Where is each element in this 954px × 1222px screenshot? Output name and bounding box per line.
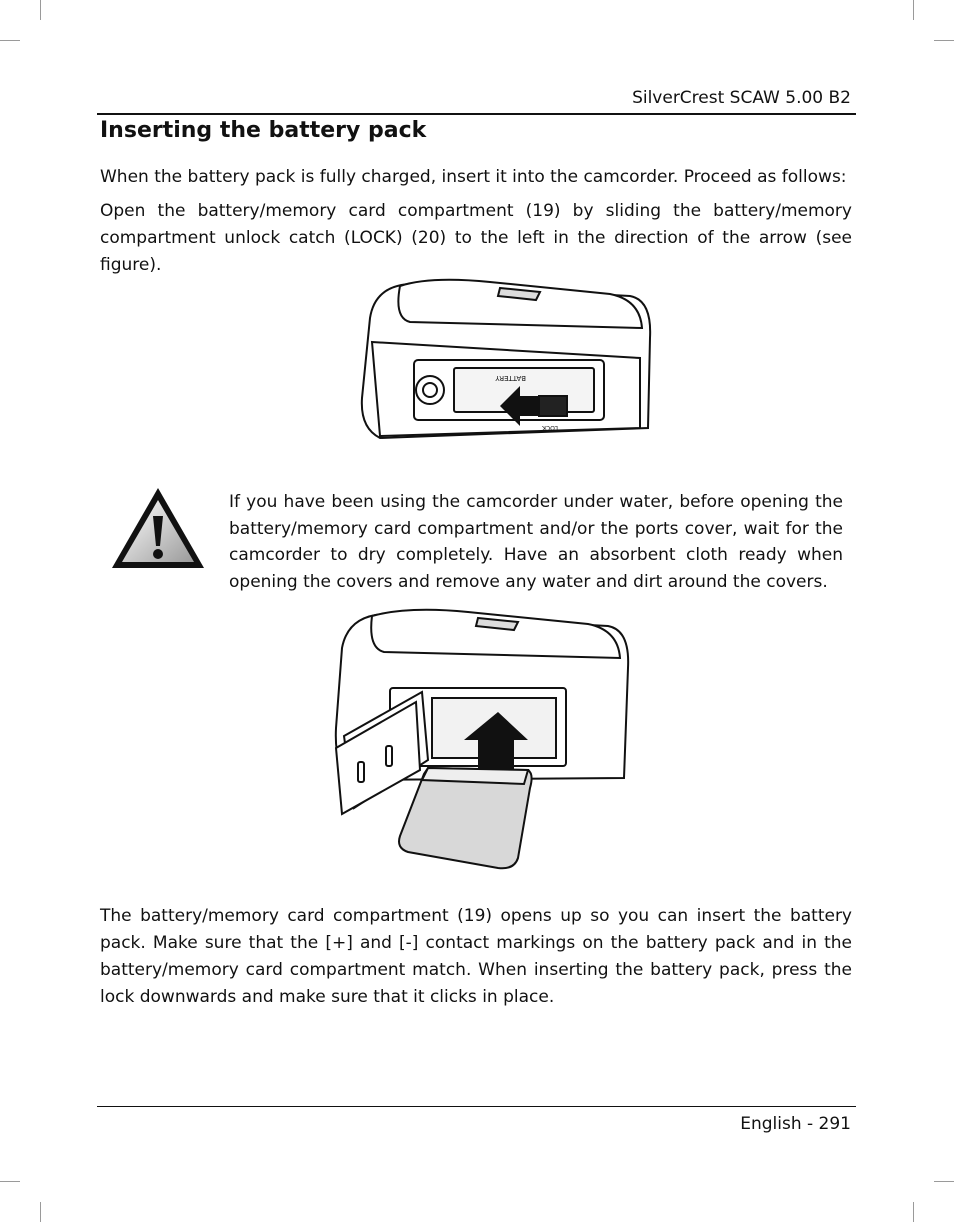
crop-mark bbox=[0, 40, 20, 41]
battery-label: BATTERY bbox=[495, 374, 526, 382]
page-number: English - 291 bbox=[740, 1114, 851, 1134]
crop-mark bbox=[40, 1202, 41, 1222]
paragraph-insert-battery: The battery/memory card compartment (19) opens up so you can insert the battery pack. Make sure that the [+] and [-] contact markings on the battery pack and in the battery/memory card compartment match. When inserting the battery pack, press the lock downwards and make sure that it clicks in place. bbox=[100, 906, 852, 1007]
page-header: SilverCrest SCAW 5.00 B2 bbox=[632, 88, 851, 108]
section-title: Inserting the battery pack bbox=[100, 118, 427, 143]
crop-mark bbox=[913, 0, 914, 20]
header-rule bbox=[97, 113, 856, 115]
paragraph-open-compartment: Open the battery/memory card compartment (19) by sliding the battery/memory compartment unlock catch (LOCK) (20) to the left in the direction of the arrow (see figure). bbox=[100, 201, 852, 275]
battery-insertion-figure bbox=[328, 608, 638, 870]
paragraph-intro: When the battery pack is fully charged, insert it into the camcorder. Proceed as follows: bbox=[100, 167, 847, 187]
warning-icon bbox=[110, 486, 206, 570]
crop-mark bbox=[40, 0, 41, 20]
footer-rule bbox=[97, 1106, 856, 1107]
crop-mark bbox=[934, 40, 954, 41]
crop-mark bbox=[913, 1202, 914, 1222]
lock-label: LOCK bbox=[542, 424, 558, 431]
crop-mark bbox=[0, 1181, 20, 1182]
warning-text: If you have been using the camcorder under water, before opening the battery/memory card compartment and/or the ports cover, wait for the camcorder to dry completely. Have an absorbent cloth ready when opening the covers and remove any water and dirt around the covers. bbox=[229, 492, 843, 592]
crop-mark bbox=[934, 1181, 954, 1182]
camcorder-lock-figure bbox=[350, 278, 660, 468]
